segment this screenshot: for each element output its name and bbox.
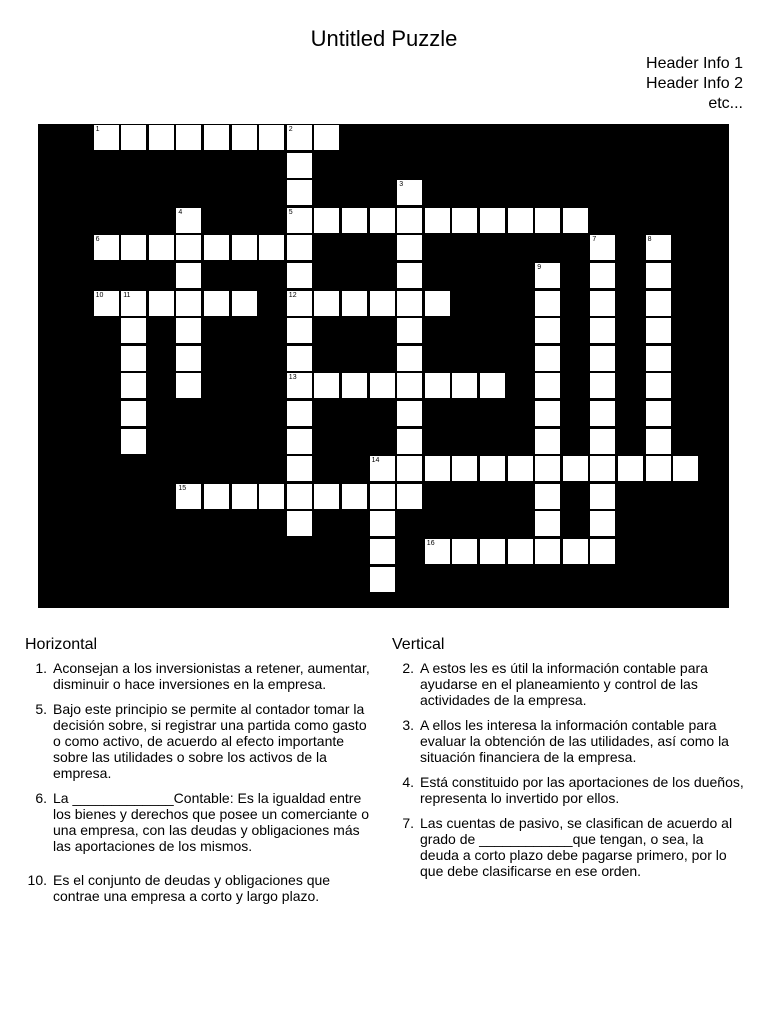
grid-cell[interactable] bbox=[590, 484, 615, 509]
grid-cell[interactable] bbox=[480, 208, 505, 233]
grid-cell[interactable] bbox=[287, 318, 312, 343]
grid-cell[interactable] bbox=[121, 125, 146, 150]
grid-cell[interactable] bbox=[121, 373, 146, 398]
grid-cell[interactable] bbox=[425, 291, 450, 316]
grid-cell[interactable] bbox=[590, 373, 615, 398]
grid-cell[interactable] bbox=[121, 346, 146, 371]
grid-cell[interactable] bbox=[535, 318, 560, 343]
grid-cell[interactable] bbox=[149, 291, 174, 316]
grid-cell[interactable] bbox=[397, 484, 422, 509]
clue-across-6 bbox=[25, 790, 370, 854]
grid-cell[interactable] bbox=[646, 291, 671, 316]
grid-cell[interactable] bbox=[287, 456, 312, 481]
cell-number: 3 bbox=[399, 181, 404, 189]
grid-cell[interactable] bbox=[232, 291, 257, 316]
grid-cell[interactable] bbox=[370, 484, 395, 509]
grid-cell[interactable] bbox=[121, 318, 146, 343]
clue-down-7 bbox=[392, 815, 744, 879]
grid-cell[interactable] bbox=[535, 539, 560, 564]
clue-down-2 bbox=[392, 660, 744, 708]
clue-text: A ellos les interesa la información contable para evaluar la obtención de las utilidades, así como la situación financiera de la empresa. bbox=[420, 717, 729, 765]
grid-cell[interactable] bbox=[535, 456, 560, 481]
grid-cell[interactable] bbox=[287, 153, 312, 178]
cell-number: 2 bbox=[288, 126, 293, 133]
grid-cell[interactable] bbox=[370, 539, 395, 564]
grid-cell[interactable] bbox=[204, 125, 229, 150]
grid-cell[interactable] bbox=[397, 263, 422, 288]
cell-number: 5 bbox=[288, 208, 293, 216]
header-info bbox=[646, 54, 743, 114]
grid-cell[interactable] bbox=[590, 291, 615, 316]
grid-cell[interactable] bbox=[646, 263, 671, 288]
clue-across-5 bbox=[25, 701, 370, 781]
cell-number: 9 bbox=[537, 264, 542, 271]
grid-cell[interactable] bbox=[314, 484, 339, 509]
grid-cell[interactable] bbox=[342, 291, 367, 316]
header-info-line-2: Header Info 2 bbox=[646, 75, 743, 92]
grid-cell[interactable] bbox=[232, 235, 257, 260]
grid-cell[interactable] bbox=[176, 484, 201, 509]
grid-cell[interactable] bbox=[535, 484, 560, 509]
clue-text: Aconsejan a los inversionistas a retener, aumentar, disminuir o hace inversiones en la empresa. bbox=[53, 660, 370, 692]
grid-cell[interactable] bbox=[232, 484, 257, 509]
grid-cell[interactable] bbox=[176, 346, 201, 371]
grid-cell[interactable] bbox=[287, 125, 312, 150]
grid-cell[interactable] bbox=[397, 401, 422, 426]
grid-cell[interactable] bbox=[397, 235, 422, 260]
grid-cell[interactable] bbox=[370, 567, 395, 592]
cell-number: 12 bbox=[288, 291, 297, 299]
grid-cell[interactable] bbox=[176, 373, 201, 398]
cell-number: 11 bbox=[123, 291, 131, 299]
clue-text: Es el conjunto de deudas y obligaciones que contrae una empresa a corto y largo plazo. bbox=[53, 872, 331, 904]
puzzle-title: Untitled Puzzle bbox=[310, 26, 458, 51]
grid-cell[interactable] bbox=[287, 291, 312, 316]
grid-cell[interactable] bbox=[590, 346, 615, 371]
grid-cell[interactable] bbox=[259, 235, 284, 260]
grid-cell[interactable] bbox=[397, 291, 422, 316]
grid-cell[interactable] bbox=[425, 373, 450, 398]
clue-text: Está constituido por las aportaciones de los dueños, representa lo invertido por ellos. bbox=[420, 774, 744, 806]
grid-cell[interactable] bbox=[204, 484, 229, 509]
clue-number: 7. bbox=[402, 815, 414, 831]
grid-cell[interactable] bbox=[232, 125, 257, 150]
grid-cell[interactable] bbox=[590, 318, 615, 343]
grid-cell[interactable] bbox=[204, 291, 229, 316]
down-clues bbox=[392, 636, 744, 888]
grid-cell[interactable] bbox=[590, 456, 615, 481]
grid-cell[interactable] bbox=[176, 291, 201, 316]
grid-cell[interactable] bbox=[94, 235, 119, 260]
grid-cell[interactable] bbox=[535, 208, 560, 233]
clue-number: 5. bbox=[35, 701, 47, 717]
grid-cell[interactable] bbox=[480, 373, 505, 398]
grid-cell[interactable] bbox=[673, 456, 698, 481]
grid-cell[interactable] bbox=[287, 235, 312, 260]
grid-cell[interactable] bbox=[397, 346, 422, 371]
header-info-line-1: Header Info 1 bbox=[646, 55, 743, 72]
grid-cell[interactable] bbox=[287, 263, 312, 288]
grid-cell[interactable] bbox=[646, 429, 671, 454]
grid-cell[interactable] bbox=[287, 208, 312, 233]
grid-cell[interactable] bbox=[397, 373, 422, 398]
grid-cell[interactable] bbox=[287, 373, 312, 398]
grid-cell[interactable] bbox=[563, 539, 588, 564]
clue-number: 1. bbox=[35, 660, 47, 676]
grid-cell[interactable] bbox=[314, 373, 339, 398]
grid-cell[interactable] bbox=[535, 263, 560, 288]
grid-cell[interactable] bbox=[590, 539, 615, 564]
grid-cell[interactable] bbox=[425, 456, 450, 481]
clue-number: 10. bbox=[27, 872, 47, 888]
clue-number: 6. bbox=[35, 790, 47, 806]
grid-cell[interactable] bbox=[618, 456, 643, 481]
grid-cell[interactable] bbox=[646, 401, 671, 426]
clue-number: 4. bbox=[402, 774, 414, 790]
cell-number: 10 bbox=[95, 291, 104, 299]
grid-cell[interactable] bbox=[508, 208, 533, 233]
grid-cell[interactable] bbox=[342, 373, 367, 398]
across-heading: Horizontal bbox=[25, 636, 98, 653]
grid-cell[interactable] bbox=[397, 318, 422, 343]
grid-cell[interactable] bbox=[94, 125, 119, 150]
grid-cell[interactable] bbox=[397, 208, 422, 233]
grid-cell[interactable] bbox=[646, 235, 671, 260]
grid-cell[interactable] bbox=[508, 539, 533, 564]
grid-cell[interactable] bbox=[259, 484, 284, 509]
grid-cell[interactable] bbox=[646, 346, 671, 371]
grid-cell[interactable] bbox=[590, 429, 615, 454]
clue-number: 2. bbox=[402, 660, 414, 676]
cell-number: 16 bbox=[426, 540, 435, 547]
grid-cell[interactable] bbox=[452, 373, 477, 398]
grid-cell[interactable] bbox=[370, 456, 395, 481]
grid-cell[interactable] bbox=[204, 235, 229, 260]
grid-cell[interactable] bbox=[452, 208, 477, 233]
down-heading: Vertical bbox=[392, 636, 445, 653]
cell-number: 4 bbox=[178, 208, 183, 216]
grid-cell[interactable] bbox=[370, 511, 395, 536]
grid-cell[interactable] bbox=[590, 511, 615, 536]
clue-across-10 bbox=[25, 872, 370, 904]
grid-cell[interactable] bbox=[535, 373, 560, 398]
grid-cell[interactable] bbox=[121, 429, 146, 454]
grid-cell[interactable] bbox=[535, 346, 560, 371]
grid-cell[interactable] bbox=[176, 235, 201, 260]
grid-cell[interactable] bbox=[287, 484, 312, 509]
clue-text: Bajo este principio se permite al contador tomar la decisión sobre, si registrar una partida como gasto o como activo, de acuerdo al efecto importante sobre las utilidades o sobre los activos de la empresa. bbox=[53, 701, 367, 781]
grid-cell[interactable] bbox=[370, 373, 395, 398]
grid-cell[interactable] bbox=[480, 539, 505, 564]
grid-cell[interactable] bbox=[397, 180, 422, 205]
grid-cell[interactable] bbox=[149, 125, 174, 150]
grid-cell[interactable] bbox=[287, 429, 312, 454]
grid-cell[interactable] bbox=[287, 511, 312, 536]
grid-cell[interactable] bbox=[425, 539, 450, 564]
grid-cell[interactable] bbox=[646, 318, 671, 343]
grid-cell[interactable] bbox=[370, 208, 395, 233]
cell-number: 7 bbox=[592, 236, 597, 244]
grid-cell[interactable] bbox=[287, 346, 312, 371]
grid-cell[interactable] bbox=[563, 208, 588, 233]
grid-cell[interactable] bbox=[287, 401, 312, 426]
grid-cell[interactable] bbox=[370, 291, 395, 316]
grid-cell[interactable] bbox=[259, 125, 284, 150]
cell-number: 6 bbox=[95, 236, 100, 244]
header-info-line-3: etc... bbox=[708, 95, 743, 112]
clue-number: 3. bbox=[402, 717, 414, 733]
grid-cell[interactable] bbox=[121, 291, 146, 316]
clue-across-1 bbox=[25, 660, 370, 692]
cell-number: 14 bbox=[371, 457, 380, 465]
grid-cell[interactable] bbox=[342, 208, 367, 233]
clue-text: Las cuentas de pasivo, se clasifican de acuerdo al grado de ____________que tengan, o sea, la deuda a corto plazo debe pagarse primero, por lo que debe clasificarse en ese orden. bbox=[420, 815, 733, 879]
grid-cell[interactable] bbox=[176, 318, 201, 343]
grid-cell[interactable] bbox=[646, 456, 671, 481]
grid-cell[interactable] bbox=[287, 180, 312, 205]
across-clues bbox=[25, 636, 370, 913]
grid-cell[interactable] bbox=[149, 235, 174, 260]
grid-cell[interactable] bbox=[397, 456, 422, 481]
crossword-grid bbox=[38, 124, 729, 608]
grid-cell[interactable] bbox=[425, 208, 450, 233]
cell-number: 13 bbox=[288, 374, 297, 382]
clue-text: La _____________Contable: Es la igualdad entre los bienes y derechos que posee un comerciante o una empresa, con las deudas y obligaciones más las aportaciones de los mismos. bbox=[53, 790, 369, 854]
grid-cell[interactable] bbox=[121, 401, 146, 426]
grid-cell[interactable] bbox=[314, 208, 339, 233]
grid-cell[interactable] bbox=[452, 456, 477, 481]
clue-down-3 bbox=[392, 717, 744, 765]
grid-cell[interactable] bbox=[535, 291, 560, 316]
grid-cell[interactable] bbox=[314, 291, 339, 316]
cell-number: 8 bbox=[647, 236, 652, 244]
grid-cell[interactable] bbox=[590, 263, 615, 288]
grid-cell[interactable] bbox=[397, 429, 422, 454]
grid-cell[interactable] bbox=[535, 401, 560, 426]
grid-cell[interactable] bbox=[176, 208, 201, 233]
grid-cell[interactable] bbox=[94, 291, 119, 316]
grid-cell[interactable] bbox=[563, 456, 588, 481]
cell-number: 1 bbox=[95, 126, 100, 133]
grid-cell[interactable] bbox=[508, 456, 533, 481]
cell-number: 15 bbox=[178, 484, 187, 492]
grid-cell[interactable] bbox=[452, 539, 477, 564]
grid-cell[interactable] bbox=[590, 401, 615, 426]
grid-cell[interactable] bbox=[480, 456, 505, 481]
grid-cell[interactable] bbox=[342, 484, 367, 509]
grid-cell[interactable] bbox=[535, 429, 560, 454]
grid-cell[interactable] bbox=[590, 235, 615, 260]
clue-down-4 bbox=[392, 774, 744, 806]
grid-cell[interactable] bbox=[646, 373, 671, 398]
grid-cell[interactable] bbox=[176, 125, 201, 150]
grid-cell[interactable] bbox=[121, 235, 146, 260]
grid-cell[interactable] bbox=[535, 511, 560, 536]
clue-text: A estos les es útil la información contable para ayudarse en el planeamiento y control de las actividades de la empresa. bbox=[420, 660, 708, 708]
grid-cell[interactable] bbox=[176, 263, 201, 288]
grid-cell[interactable] bbox=[314, 125, 339, 150]
